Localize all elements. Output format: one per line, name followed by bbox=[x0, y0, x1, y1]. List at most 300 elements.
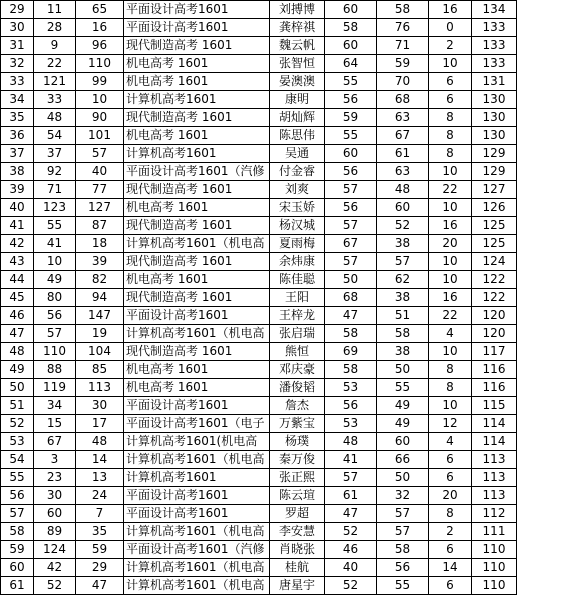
number-b-cell[interactable]: 17 bbox=[76, 415, 124, 433]
score-a-cell[interactable]: 61 bbox=[325, 487, 377, 505]
score-b-cell[interactable]: 58 bbox=[377, 541, 429, 559]
name-cell[interactable]: 熊恒 bbox=[270, 343, 325, 361]
name-cell[interactable]: 唐星宇 bbox=[270, 577, 325, 595]
score-a-cell[interactable]: 55 bbox=[325, 127, 377, 145]
score-c-cell[interactable]: 8 bbox=[429, 505, 472, 523]
score-a-cell[interactable]: 56 bbox=[325, 199, 377, 217]
rank-cell[interactable]: 47 bbox=[1, 325, 34, 343]
rank-cell[interactable]: 40 bbox=[1, 199, 34, 217]
rank-cell[interactable]: 55 bbox=[1, 469, 34, 487]
class-cell[interactable]: 计算机高考1601（机电高 bbox=[124, 451, 270, 469]
number-a-cell[interactable]: 9 bbox=[34, 37, 76, 55]
table-row bbox=[1, 487, 517, 505]
score-c-cell[interactable]: 20 bbox=[429, 235, 472, 253]
score-a-cell[interactable]: 57 bbox=[325, 469, 377, 487]
total-cell[interactable]: 133 bbox=[472, 37, 517, 55]
score-c-cell[interactable]: 6 bbox=[429, 73, 472, 91]
score-b-cell[interactable]: 63 bbox=[377, 163, 429, 181]
number-b-cell[interactable]: 59 bbox=[76, 541, 124, 559]
score-c-cell[interactable]: 10 bbox=[429, 199, 472, 217]
class-cell[interactable]: 计算机高考1601(机电高 bbox=[124, 433, 270, 451]
score-c-cell[interactable]: 6 bbox=[429, 469, 472, 487]
number-b-cell[interactable]: 39 bbox=[76, 253, 124, 271]
rank-cell[interactable]: 59 bbox=[1, 541, 34, 559]
rank-cell[interactable]: 41 bbox=[1, 217, 34, 235]
total-cell[interactable]: 117 bbox=[472, 343, 517, 361]
number-b-cell[interactable]: 82 bbox=[76, 271, 124, 289]
total-cell[interactable]: 113 bbox=[472, 469, 517, 487]
name-cell[interactable]: 张正熙 bbox=[270, 469, 325, 487]
rank-cell[interactable]: 60 bbox=[1, 559, 34, 577]
number-b-cell[interactable]: 40 bbox=[76, 163, 124, 181]
class-cell[interactable]: 平面设计高考1601（电子 bbox=[124, 415, 270, 433]
total-cell[interactable]: 127 bbox=[472, 181, 517, 199]
score-a-cell[interactable]: 60 bbox=[325, 37, 377, 55]
name-cell[interactable]: 康明 bbox=[270, 91, 325, 109]
number-a-cell[interactable]: 23 bbox=[34, 469, 76, 487]
score-c-cell[interactable]: 10 bbox=[429, 253, 472, 271]
score-c-cell[interactable]: 8 bbox=[429, 379, 472, 397]
name-cell[interactable]: 魏云帆 bbox=[270, 37, 325, 55]
rank-cell[interactable]: 37 bbox=[1, 145, 34, 163]
score-a-cell[interactable]: 52 bbox=[325, 577, 377, 595]
name-cell[interactable]: 夏雨梅 bbox=[270, 235, 325, 253]
name-cell[interactable]: 罗超 bbox=[270, 505, 325, 523]
number-a-cell[interactable]: 56 bbox=[34, 307, 76, 325]
score-c-cell[interactable]: 16 bbox=[429, 289, 472, 307]
number-a-cell[interactable]: 11 bbox=[34, 1, 76, 19]
total-cell[interactable]: 110 bbox=[472, 577, 517, 595]
score-b-cell[interactable]: 51 bbox=[377, 307, 429, 325]
class-cell[interactable]: 机电高考 1601 bbox=[124, 361, 270, 379]
number-a-cell[interactable]: 71 bbox=[34, 181, 76, 199]
name-cell[interactable]: 王梓龙 bbox=[270, 307, 325, 325]
score-a-cell[interactable]: 50 bbox=[325, 271, 377, 289]
number-b-cell[interactable]: 101 bbox=[76, 127, 124, 145]
total-cell[interactable]: 133 bbox=[472, 55, 517, 73]
number-b-cell[interactable]: 104 bbox=[76, 343, 124, 361]
number-a-cell[interactable]: 60 bbox=[34, 505, 76, 523]
name-cell[interactable]: 陈思伟 bbox=[270, 127, 325, 145]
name-cell[interactable]: 龚梓祺 bbox=[270, 19, 325, 37]
class-cell[interactable]: 机电高考 1601 bbox=[124, 379, 270, 397]
score-b-cell[interactable]: 52 bbox=[377, 217, 429, 235]
rank-cell[interactable]: 33 bbox=[1, 73, 34, 91]
total-cell[interactable]: 124 bbox=[472, 253, 517, 271]
score-a-cell[interactable]: 58 bbox=[325, 361, 377, 379]
score-c-cell[interactable]: 4 bbox=[429, 325, 472, 343]
total-cell[interactable]: 129 bbox=[472, 145, 517, 163]
name-cell[interactable]: 潘俊韬 bbox=[270, 379, 325, 397]
total-cell[interactable]: 125 bbox=[472, 217, 517, 235]
name-cell[interactable]: 张智恒 bbox=[270, 55, 325, 73]
name-cell[interactable]: 胡灿辉 bbox=[270, 109, 325, 127]
score-c-cell[interactable]: 22 bbox=[429, 307, 472, 325]
number-a-cell[interactable]: 37 bbox=[34, 145, 76, 163]
number-a-cell[interactable]: 89 bbox=[34, 523, 76, 541]
score-a-cell[interactable]: 46 bbox=[325, 541, 377, 559]
total-cell[interactable]: 122 bbox=[472, 271, 517, 289]
number-a-cell[interactable]: 54 bbox=[34, 127, 76, 145]
name-cell[interactable]: 李安慧 bbox=[270, 523, 325, 541]
score-a-cell[interactable]: 53 bbox=[325, 379, 377, 397]
score-a-cell[interactable]: 58 bbox=[325, 325, 377, 343]
score-a-cell[interactable]: 48 bbox=[325, 433, 377, 451]
name-cell[interactable]: 肖晓张 bbox=[270, 541, 325, 559]
score-c-cell[interactable]: 6 bbox=[429, 451, 472, 469]
total-cell[interactable]: 116 bbox=[472, 379, 517, 397]
score-c-cell[interactable]: 10 bbox=[429, 271, 472, 289]
score-a-cell[interactable]: 56 bbox=[325, 91, 377, 109]
number-b-cell[interactable]: 30 bbox=[76, 397, 124, 415]
number-a-cell[interactable]: 49 bbox=[34, 271, 76, 289]
table-row bbox=[1, 559, 517, 577]
number-a-cell[interactable]: 110 bbox=[34, 343, 76, 361]
class-cell[interactable]: 平面设计高考1601 bbox=[124, 397, 270, 415]
number-b-cell[interactable]: 24 bbox=[76, 487, 124, 505]
score-a-cell[interactable]: 47 bbox=[325, 505, 377, 523]
score-a-cell[interactable]: 40 bbox=[325, 559, 377, 577]
score-b-cell[interactable]: 76 bbox=[377, 19, 429, 37]
name-cell[interactable]: 秦万俊 bbox=[270, 451, 325, 469]
score-b-cell[interactable]: 66 bbox=[377, 451, 429, 469]
score-a-cell[interactable]: 59 bbox=[325, 109, 377, 127]
score-b-cell[interactable]: 63 bbox=[377, 109, 429, 127]
total-cell[interactable]: 134 bbox=[472, 1, 517, 19]
name-cell[interactable]: 杨璞 bbox=[270, 433, 325, 451]
rank-cell[interactable]: 29 bbox=[1, 1, 34, 19]
rank-cell[interactable]: 30 bbox=[1, 19, 34, 37]
number-a-cell[interactable]: 30 bbox=[34, 487, 76, 505]
score-a-cell[interactable]: 57 bbox=[325, 253, 377, 271]
score-c-cell[interactable]: 10 bbox=[429, 163, 472, 181]
score-c-cell[interactable]: 2 bbox=[429, 37, 472, 55]
number-b-cell[interactable]: 57 bbox=[76, 145, 124, 163]
score-a-cell[interactable]: 69 bbox=[325, 343, 377, 361]
table-row bbox=[1, 1, 517, 19]
rank-cell[interactable]: 52 bbox=[1, 415, 34, 433]
number-b-cell[interactable]: 29 bbox=[76, 559, 124, 577]
class-cell[interactable]: 平面设计高考1601 bbox=[124, 307, 270, 325]
rank-cell[interactable]: 54 bbox=[1, 451, 34, 469]
score-b-cell[interactable]: 50 bbox=[377, 361, 429, 379]
score-a-cell[interactable]: 55 bbox=[325, 73, 377, 91]
score-b-cell[interactable]: 57 bbox=[377, 505, 429, 523]
number-a-cell[interactable]: 80 bbox=[34, 289, 76, 307]
score-a-cell[interactable]: 56 bbox=[325, 397, 377, 415]
score-c-cell[interactable]: 12 bbox=[429, 415, 472, 433]
class-cell[interactable]: 平面设计高考1601（汽修 bbox=[124, 541, 270, 559]
score-c-cell[interactable]: 2 bbox=[429, 523, 472, 541]
score-c-cell[interactable]: 8 bbox=[429, 109, 472, 127]
score-b-cell[interactable]: 60 bbox=[377, 199, 429, 217]
total-cell[interactable]: 129 bbox=[472, 163, 517, 181]
class-cell[interactable]: 机电高考 1601 bbox=[124, 271, 270, 289]
class-cell[interactable]: 平面设计高考1601 bbox=[124, 505, 270, 523]
number-a-cell[interactable]: 121 bbox=[34, 73, 76, 91]
rank-cell[interactable]: 61 bbox=[1, 577, 34, 595]
score-c-cell[interactable]: 8 bbox=[429, 361, 472, 379]
score-c-cell[interactable]: 10 bbox=[429, 55, 472, 73]
total-cell[interactable]: 130 bbox=[472, 127, 517, 145]
score-c-cell[interactable]: 6 bbox=[429, 541, 472, 559]
score-a-cell[interactable]: 68 bbox=[325, 289, 377, 307]
total-cell[interactable]: 120 bbox=[472, 307, 517, 325]
rank-cell[interactable]: 58 bbox=[1, 523, 34, 541]
class-cell[interactable]: 机电高考 1601 bbox=[124, 127, 270, 145]
class-cell[interactable]: 计算机高考1601（机电高 bbox=[124, 235, 270, 253]
name-cell[interactable]: 晏澳澳 bbox=[270, 73, 325, 91]
class-cell[interactable]: 现代制造高考 1601 bbox=[124, 343, 270, 361]
class-cell[interactable]: 机电高考 1601 bbox=[124, 55, 270, 73]
score-b-cell[interactable]: 50 bbox=[377, 469, 429, 487]
number-b-cell[interactable]: 14 bbox=[76, 451, 124, 469]
rank-cell[interactable]: 38 bbox=[1, 163, 34, 181]
total-cell[interactable]: 115 bbox=[472, 397, 517, 415]
number-b-cell[interactable]: 94 bbox=[76, 289, 124, 307]
number-a-cell[interactable]: 48 bbox=[34, 109, 76, 127]
number-b-cell[interactable]: 18 bbox=[76, 235, 124, 253]
total-cell[interactable]: 131 bbox=[472, 73, 517, 91]
class-cell[interactable]: 现代制造高考 1601 bbox=[124, 289, 270, 307]
rank-cell[interactable]: 49 bbox=[1, 361, 34, 379]
rank-cell[interactable]: 42 bbox=[1, 235, 34, 253]
rank-cell[interactable]: 46 bbox=[1, 307, 34, 325]
number-a-cell[interactable]: 57 bbox=[34, 325, 76, 343]
class-cell[interactable]: 计算机高考1601 bbox=[124, 469, 270, 487]
total-cell[interactable]: 125 bbox=[472, 235, 517, 253]
score-a-cell[interactable]: 64 bbox=[325, 55, 377, 73]
number-a-cell[interactable]: 124 bbox=[34, 541, 76, 559]
class-cell[interactable]: 计算机高考1601 bbox=[124, 91, 270, 109]
name-cell[interactable]: 刘搏博 bbox=[270, 1, 325, 19]
rank-cell[interactable]: 56 bbox=[1, 487, 34, 505]
number-b-cell[interactable]: 113 bbox=[76, 379, 124, 397]
score-a-cell[interactable]: 52 bbox=[325, 523, 377, 541]
total-cell[interactable]: 130 bbox=[472, 91, 517, 109]
number-b-cell[interactable]: 7 bbox=[76, 505, 124, 523]
number-b-cell[interactable]: 110 bbox=[76, 55, 124, 73]
total-cell[interactable]: 110 bbox=[472, 541, 517, 559]
score-c-cell[interactable]: 22 bbox=[429, 181, 472, 199]
class-cell[interactable]: 现代制造高考 1601 bbox=[124, 217, 270, 235]
score-a-cell[interactable]: 58 bbox=[325, 19, 377, 37]
class-cell[interactable]: 计算机高考1601（机电高 bbox=[124, 523, 270, 541]
total-cell[interactable]: 130 bbox=[472, 109, 517, 127]
score-b-cell[interactable]: 38 bbox=[377, 235, 429, 253]
number-a-cell[interactable]: 55 bbox=[34, 217, 76, 235]
score-c-cell[interactable]: 8 bbox=[429, 145, 472, 163]
class-cell[interactable]: 平面设计高考1601（汽修 bbox=[124, 163, 270, 181]
score-c-cell[interactable]: 8 bbox=[429, 127, 472, 145]
score-b-cell[interactable]: 49 bbox=[377, 415, 429, 433]
score-c-cell[interactable]: 6 bbox=[429, 91, 472, 109]
rank-cell[interactable]: 45 bbox=[1, 289, 34, 307]
number-b-cell[interactable]: 19 bbox=[76, 325, 124, 343]
name-cell[interactable]: 陈佳聪 bbox=[270, 271, 325, 289]
score-a-cell[interactable]: 57 bbox=[325, 217, 377, 235]
number-a-cell[interactable]: 34 bbox=[34, 397, 76, 415]
total-cell[interactable]: 114 bbox=[472, 415, 517, 433]
score-b-cell[interactable]: 67 bbox=[377, 127, 429, 145]
score-c-cell[interactable]: 4 bbox=[429, 433, 472, 451]
score-b-cell[interactable]: 38 bbox=[377, 289, 429, 307]
name-cell[interactable]: 万紫宝 bbox=[270, 415, 325, 433]
rank-cell[interactable]: 36 bbox=[1, 127, 34, 145]
rank-cell[interactable]: 35 bbox=[1, 109, 34, 127]
name-cell[interactable]: 张启瑞 bbox=[270, 325, 325, 343]
score-a-cell[interactable]: 53 bbox=[325, 415, 377, 433]
total-cell[interactable]: 120 bbox=[472, 325, 517, 343]
score-c-cell[interactable]: 10 bbox=[429, 397, 472, 415]
score-b-cell[interactable]: 61 bbox=[377, 145, 429, 163]
number-a-cell[interactable]: 92 bbox=[34, 163, 76, 181]
total-cell[interactable]: 113 bbox=[472, 487, 517, 505]
class-cell[interactable]: 现代制造高考 1601 bbox=[124, 253, 270, 271]
score-a-cell[interactable]: 67 bbox=[325, 235, 377, 253]
total-cell[interactable]: 122 bbox=[472, 289, 517, 307]
number-b-cell[interactable]: 48 bbox=[76, 433, 124, 451]
score-c-cell[interactable]: 10 bbox=[429, 343, 472, 361]
score-b-cell[interactable]: 38 bbox=[377, 343, 429, 361]
class-cell[interactable]: 机电高考 1601 bbox=[124, 199, 270, 217]
score-c-cell[interactable]: 6 bbox=[429, 577, 472, 595]
number-b-cell[interactable]: 65 bbox=[76, 1, 124, 19]
number-a-cell[interactable]: 123 bbox=[34, 199, 76, 217]
rank-cell[interactable]: 44 bbox=[1, 271, 34, 289]
total-cell[interactable]: 111 bbox=[472, 523, 517, 541]
number-a-cell[interactable]: 15 bbox=[34, 415, 76, 433]
number-a-cell[interactable]: 42 bbox=[34, 559, 76, 577]
name-cell[interactable]: 宋玉娇 bbox=[270, 199, 325, 217]
total-cell[interactable]: 114 bbox=[472, 433, 517, 451]
number-b-cell[interactable]: 96 bbox=[76, 37, 124, 55]
number-b-cell[interactable]: 35 bbox=[76, 523, 124, 541]
score-b-cell[interactable]: 57 bbox=[377, 253, 429, 271]
score-c-cell[interactable]: 16 bbox=[429, 217, 472, 235]
score-a-cell[interactable]: 57 bbox=[325, 181, 377, 199]
total-cell[interactable]: 112 bbox=[472, 505, 517, 523]
score-c-cell[interactable]: 16 bbox=[429, 1, 472, 19]
name-cell[interactable]: 吴通 bbox=[270, 145, 325, 163]
name-cell[interactable]: 余炜康 bbox=[270, 253, 325, 271]
score-c-cell[interactable]: 20 bbox=[429, 487, 472, 505]
score-b-cell[interactable]: 62 bbox=[377, 271, 429, 289]
number-a-cell[interactable]: 28 bbox=[34, 19, 76, 37]
rank-cell[interactable]: 39 bbox=[1, 181, 34, 199]
number-b-cell[interactable]: 85 bbox=[76, 361, 124, 379]
score-b-cell[interactable]: 58 bbox=[377, 325, 429, 343]
class-cell[interactable]: 机电高考 1601 bbox=[124, 73, 270, 91]
number-b-cell[interactable]: 13 bbox=[76, 469, 124, 487]
class-cell[interactable]: 计算机高考1601 bbox=[124, 145, 270, 163]
name-cell[interactable]: 王阳 bbox=[270, 289, 325, 307]
rank-cell[interactable]: 34 bbox=[1, 91, 34, 109]
class-cell[interactable]: 平面设计高考1601 bbox=[124, 1, 270, 19]
score-a-cell[interactable]: 56 bbox=[325, 163, 377, 181]
number-a-cell[interactable]: 119 bbox=[34, 379, 76, 397]
number-a-cell[interactable]: 3 bbox=[34, 451, 76, 469]
number-a-cell[interactable]: 22 bbox=[34, 55, 76, 73]
class-cell[interactable]: 平面设计高考1601 bbox=[124, 19, 270, 37]
rank-cell[interactable]: 32 bbox=[1, 55, 34, 73]
number-a-cell[interactable]: 33 bbox=[34, 91, 76, 109]
number-a-cell[interactable]: 41 bbox=[34, 235, 76, 253]
class-cell[interactable]: 现代制造高考 1601 bbox=[124, 37, 270, 55]
total-cell[interactable]: 110 bbox=[472, 559, 517, 577]
score-b-cell[interactable]: 32 bbox=[377, 487, 429, 505]
rank-cell[interactable]: 43 bbox=[1, 253, 34, 271]
score-c-cell[interactable]: 0 bbox=[429, 19, 472, 37]
number-b-cell[interactable]: 10 bbox=[76, 91, 124, 109]
total-cell[interactable]: 133 bbox=[472, 19, 517, 37]
number-b-cell[interactable]: 77 bbox=[76, 181, 124, 199]
name-cell[interactable]: 陈云瑄 bbox=[270, 487, 325, 505]
rank-cell[interactable]: 48 bbox=[1, 343, 34, 361]
number-b-cell[interactable]: 16 bbox=[76, 19, 124, 37]
rank-cell[interactable]: 31 bbox=[1, 37, 34, 55]
total-cell[interactable]: 116 bbox=[472, 361, 517, 379]
class-cell[interactable]: 平面设计高考1601 bbox=[124, 487, 270, 505]
total-cell[interactable]: 113 bbox=[472, 451, 517, 469]
rank-cell[interactable]: 50 bbox=[1, 379, 34, 397]
rank-cell[interactable]: 57 bbox=[1, 505, 34, 523]
number-b-cell[interactable]: 90 bbox=[76, 109, 124, 127]
name-cell[interactable]: 桂航 bbox=[270, 559, 325, 577]
number-a-cell[interactable]: 10 bbox=[34, 253, 76, 271]
name-cell[interactable]: 邓庆豪 bbox=[270, 361, 325, 379]
score-b-cell[interactable]: 56 bbox=[377, 559, 429, 577]
name-cell[interactable]: 杨汉城 bbox=[270, 217, 325, 235]
score-a-cell[interactable]: 60 bbox=[325, 1, 377, 19]
class-cell[interactable]: 计算机高考1601（机电高 bbox=[124, 559, 270, 577]
number-a-cell[interactable]: 88 bbox=[34, 361, 76, 379]
score-b-cell[interactable]: 55 bbox=[377, 577, 429, 595]
score-a-cell[interactable]: 60 bbox=[325, 145, 377, 163]
class-cell[interactable]: 现代制造高考 1601 bbox=[124, 181, 270, 199]
score-b-cell[interactable]: 58 bbox=[377, 1, 429, 19]
rank-cell[interactable]: 53 bbox=[1, 433, 34, 451]
total-cell[interactable]: 126 bbox=[472, 199, 517, 217]
score-b-cell[interactable]: 68 bbox=[377, 91, 429, 109]
score-b-cell[interactable]: 49 bbox=[377, 397, 429, 415]
class-cell[interactable]: 现代制造高考 1601 bbox=[124, 109, 270, 127]
number-b-cell[interactable]: 99 bbox=[76, 73, 124, 91]
number-a-cell[interactable]: 52 bbox=[34, 577, 76, 595]
number-b-cell[interactable]: 147 bbox=[76, 307, 124, 325]
number-a-cell[interactable]: 67 bbox=[34, 433, 76, 451]
score-b-cell[interactable]: 60 bbox=[377, 433, 429, 451]
number-b-cell[interactable]: 127 bbox=[76, 199, 124, 217]
score-b-cell[interactable]: 55 bbox=[377, 379, 429, 397]
score-b-cell[interactable]: 59 bbox=[377, 55, 429, 73]
class-cell[interactable]: 计算机高考1601（机电高 bbox=[124, 577, 270, 595]
number-b-cell[interactable]: 87 bbox=[76, 217, 124, 235]
score-a-cell[interactable]: 47 bbox=[325, 307, 377, 325]
score-c-cell[interactable]: 14 bbox=[429, 559, 472, 577]
name-cell[interactable]: 刘爽 bbox=[270, 181, 325, 199]
name-cell[interactable]: 詹杰 bbox=[270, 397, 325, 415]
number-b-cell[interactable]: 47 bbox=[76, 577, 124, 595]
score-b-cell[interactable]: 71 bbox=[377, 37, 429, 55]
score-b-cell[interactable]: 48 bbox=[377, 181, 429, 199]
score-a-cell[interactable]: 41 bbox=[325, 451, 377, 469]
name-cell[interactable]: 付金睿 bbox=[270, 163, 325, 181]
rank-cell[interactable]: 51 bbox=[1, 397, 34, 415]
score-b-cell[interactable]: 57 bbox=[377, 523, 429, 541]
score-b-cell[interactable]: 70 bbox=[377, 73, 429, 91]
class-cell[interactable]: 计算机高考1601（机电高 bbox=[124, 325, 270, 343]
